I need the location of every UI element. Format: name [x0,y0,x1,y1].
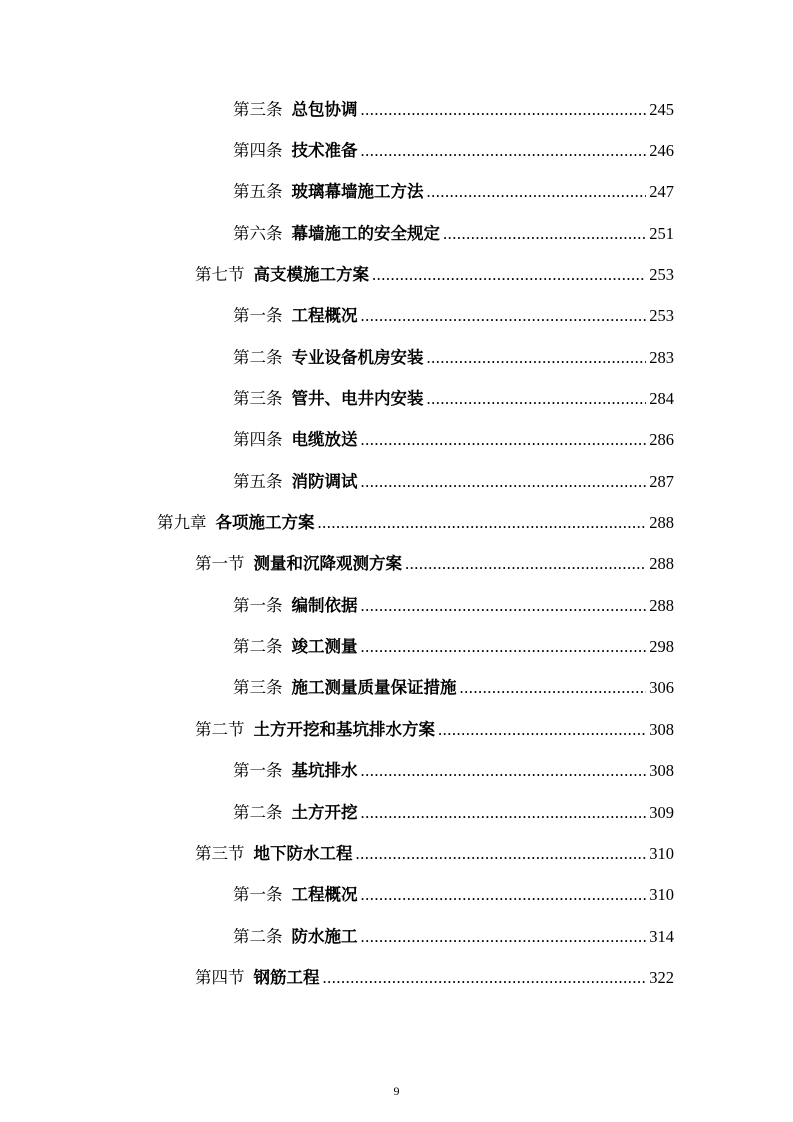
toc-dot-leader [361,430,647,450]
toc-entry[interactable] [0,831,793,872]
toc-entry-line [233,344,674,368]
toc-entry[interactable] [0,252,793,293]
toc-entry-number: 第一条 [233,595,283,615]
toc-dot-leader [323,968,647,988]
toc-entry[interactable] [0,87,793,128]
toc-entry-number: 第六条 [233,223,283,243]
toc-dot-leader [356,844,647,864]
toc-entry-page: 314 [649,926,674,946]
toc-entry-number: 第三条 [233,389,283,409]
toc-entry-title: 基坑排水 [291,761,358,781]
toc-entry-title: 土方开挖和基坑排水方案 [253,719,435,739]
toc-entry[interactable] [0,459,793,500]
toc-entry-page: 309 [649,802,674,822]
toc-entry-number: 第一条 [233,306,283,326]
page-number: 9 [393,1084,400,1098]
toc-entry[interactable] [0,128,793,169]
toc-entry[interactable] [0,955,793,996]
toc-entry-line [233,633,674,657]
toc-entry[interactable] [0,914,793,955]
toc-entry-number: 第二条 [233,802,283,822]
toc-dot-leader [460,678,647,698]
toc-entry[interactable] [0,666,793,707]
toc-entry-title: 电缆放送 [291,430,358,450]
toc-entry-title: 编制依据 [291,595,358,615]
toc-entry-page: 322 [649,967,674,987]
toc-entry-page: 284 [649,389,674,409]
toc-entry-title: 土方开挖 [291,802,358,822]
toc-dot-leader [427,182,647,202]
toc-entry-page: 253 [649,306,674,326]
toc-entry[interactable] [0,500,793,541]
toc-entry-number: 第一条 [233,761,283,781]
toc-entry-line [233,426,674,450]
toc-dot-leader [361,885,647,905]
toc-dot-leader [361,306,647,326]
toc-entry-number: 第五条 [233,182,283,202]
toc-entry[interactable] [0,583,793,624]
toc-entry-line [233,799,674,823]
toc-entry-title: 工程概况 [291,306,358,326]
toc-dot-leader [361,761,647,781]
toc-entry-title: 竣工测量 [291,637,358,657]
toc-entry-page: 287 [649,471,674,491]
toc-entry-title: 高支模施工方案 [253,265,369,285]
toc-entry-line [233,468,674,492]
toc-entry-title: 施工测量质量保证措施 [291,678,457,698]
toc-entry-number: 第三条 [233,678,283,698]
toc-entry-number: 第二条 [233,637,283,657]
toc-entry-title: 技术准备 [291,141,358,161]
toc-entry[interactable] [0,790,793,831]
toc-entry[interactable] [0,707,793,748]
toc-entry[interactable] [0,335,793,376]
toc-dot-leader [318,513,647,533]
toc-dot-leader [361,803,647,823]
toc-entry-page: 308 [649,719,674,739]
toc-entry-number: 第一节 [195,554,245,574]
toc-dot-leader [427,348,647,368]
toc-entry-page: 308 [649,761,674,781]
toc-entry[interactable] [0,542,793,583]
toc-entry[interactable] [0,376,793,417]
toc-entry-line [233,96,674,120]
toc-dot-leader [438,720,646,740]
toc-entry-page: 288 [649,513,674,533]
toc-dot-leader [427,389,647,409]
toc-entry-line [233,385,674,409]
toc-entry-title: 管井、电井内安装 [291,389,424,409]
toc-entry-title: 消防调试 [291,471,358,491]
toc-entry-page: 245 [649,99,674,119]
toc-entry-number: 第二节 [195,719,245,739]
toc-entry-line [195,261,674,285]
toc-entry-number: 第三节 [195,843,245,863]
table-of-contents [0,87,793,997]
toc-entry-number: 第二条 [233,926,283,946]
toc-dot-leader [372,265,646,285]
toc-entry-number: 第九章 [157,513,207,533]
toc-entry[interactable] [0,749,793,790]
toc-entry-title: 工程概况 [291,885,358,905]
toc-entry-line [233,757,674,781]
toc-entry-page: 253 [649,265,674,285]
toc-entry-line [233,137,674,161]
toc-entry-line [233,592,674,616]
toc-entry-page: 298 [649,637,674,657]
toc-entry-number: 第三条 [233,99,283,119]
toc-entry-title: 各项施工方案 [215,513,315,533]
toc-entry-title: 总包协调 [291,99,358,119]
toc-dot-leader [361,927,647,947]
toc-entry-line [233,178,674,202]
toc-entry-page: 310 [649,843,674,863]
toc-entry-number: 第五条 [233,471,283,491]
toc-dot-leader [443,224,646,244]
toc-entry-line [195,716,674,740]
toc-entry-line [233,923,674,947]
toc-dot-leader [361,472,647,492]
toc-entry-number: 第四条 [233,430,283,450]
toc-entry-line [195,840,674,864]
toc-entry-title: 地下防水工程 [253,843,353,863]
toc-entry[interactable] [0,211,793,252]
toc-entry[interactable] [0,294,793,335]
toc-entry-title: 玻璃幕墙施工方法 [291,182,424,202]
toc-entry-number: 第七节 [195,265,245,285]
toc-entry-title: 钢筋工程 [253,967,320,987]
toc-entry-line [195,964,674,988]
toc-entry-number: 第四节 [195,967,245,987]
toc-entry-page: 251 [649,223,674,243]
toc-dot-leader [405,554,646,574]
toc-entry-title: 测量和沉降观测方案 [253,554,402,574]
toc-entry-line [233,302,674,326]
toc-dot-leader [361,100,647,120]
toc-entry[interactable] [0,170,793,211]
toc-entry-title: 防水施工 [291,926,358,946]
toc-entry-line [233,881,674,905]
toc-dot-leader [361,637,647,657]
toc-entry-page: 306 [649,678,674,698]
toc-entry-page: 283 [649,347,674,367]
toc-entry-line [195,550,674,574]
toc-dot-leader [361,141,647,161]
toc-entry-page: 288 [649,595,674,615]
toc-entry-page: 247 [649,182,674,202]
toc-entry-page: 310 [649,885,674,905]
toc-entry-title: 专业设备机房安装 [291,347,424,367]
toc-dot-leader [361,596,647,616]
toc-entry-line [233,674,674,698]
toc-entry-number: 第四条 [233,141,283,161]
toc-entry[interactable] [0,873,793,914]
toc-entry[interactable] [0,624,793,665]
toc-entry-page: 288 [649,554,674,574]
toc-entry[interactable] [0,418,793,459]
toc-entry-line [233,220,674,244]
toc-entry-page: 246 [649,141,674,161]
toc-entry-number: 第二条 [233,347,283,367]
toc-entry-title: 幕墙施工的安全规定 [291,223,440,243]
toc-entry-line [157,509,674,533]
toc-entry-page: 286 [649,430,674,450]
toc-entry-number: 第一条 [233,885,283,905]
